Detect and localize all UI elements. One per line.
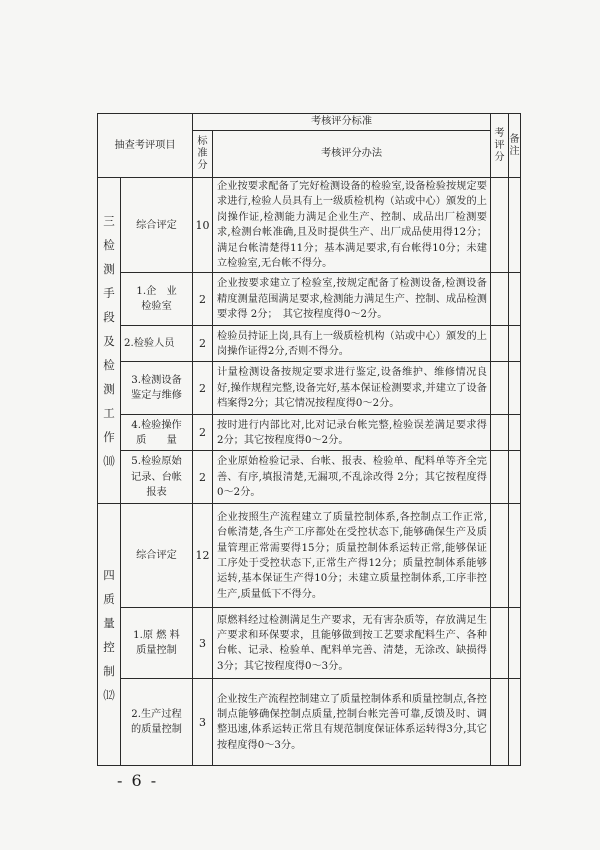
item-name: 2.生产过程 的质量控制 — [121, 679, 193, 766]
rating-cell — [491, 178, 509, 273]
header-item-col: 抽查考评项目 — [98, 114, 193, 178]
rating-cell — [491, 679, 509, 766]
header-remark-col: 备 注 — [509, 114, 521, 178]
item-method: 企业按要求建立了检验室,按规定配备了检测设备,检测设备精度测量范围满足要求,检测能力满足生产、控制、成品检测要求得 2分； 其它按程度得0～2分。 — [213, 273, 491, 326]
item-method: 企业按照生产流程建立了质量控制体系,各控制点工作正常,台帐清楚,各生产工序都处在受控状态下,能够确保生产及质量管理正常需要得15分；质量控制体系运转正常,能够保证工序处于受控状态下,正常生产得12分；质量控制体系能够运转,基本保证生产得10分；未建立质量控制体系,工序非控生产,质量低下不得分。 — [213, 504, 491, 608]
evaluation-table — [97, 113, 521, 766]
item-name: 1.企 业 检验室 — [121, 273, 193, 326]
item-method: 企业按要求配备了完好检测设备的检验室,设备检验按规定要求进行,检验人员具有上一级质检机构（站或中心）颁发的上岗操作证,检测能力满足企业生产、控制、成品出厂检测要求,检测台帐准确,且及时提供生产、出厂成品使用得12分；满足台帐清楚得11分；基本满足要求,有台帐得10分；未建立检验室,无台帐不得分。 — [213, 178, 491, 273]
item-method: 原燃料经过检测满足生产要求，无有害杂质等，存放满足生产要求和环保要求，且能够做到按工艺要求配料生产、各种台帐、记录、检验单、配料单完善、清楚，无涂改、缺损得3分；其它按程度得0～3分。 — [213, 608, 491, 679]
item-method: 计量检测设备按规定要求进行鉴定,设备维护、维修情况良好,操作规程完整,设备完好,基本保证检测要求,并建立了设备档案得2分；其它情况按程度得0～2分。 — [213, 362, 491, 415]
remark-cell — [509, 362, 521, 415]
item-score: 10 — [193, 178, 213, 273]
header-rating-col: 考 评 分 — [491, 114, 509, 178]
rating-cell — [491, 451, 509, 504]
rating-cell — [491, 504, 509, 608]
item-name: 4.检验操作 质 量 — [121, 415, 193, 451]
item-method: 按时进行内部比对,比对记录台帐完整,检验误差满足要求得 2分；其它按程度得0～2分。 — [213, 415, 491, 451]
item-name: 3.检测设备 鉴定与维修 — [121, 362, 193, 415]
remark-cell — [509, 178, 521, 273]
remark-cell — [509, 679, 521, 766]
section-title-4: 四 质 量 控 制 ⑿ — [98, 504, 121, 766]
item-method: 企业按生产流程控制建立了质量控制体系和质量控制点,各控制点能够确保控制点质量,控制台帐完善可靠,反馈及时、调整迅速,体系运转正常且有规范制度保证体系运转得3分,其它按程度得0～3分。 — [213, 679, 491, 766]
rating-cell — [491, 273, 509, 326]
remark-cell — [509, 326, 521, 362]
item-name: 1.原 燃 料 质量控制 — [121, 608, 193, 679]
item-score: 2 — [193, 273, 213, 326]
rating-cell — [491, 362, 509, 415]
item-score: 3 — [193, 679, 213, 766]
remark-cell — [509, 415, 521, 451]
item-score: 12 — [193, 504, 213, 608]
remark-cell — [509, 451, 521, 504]
item-name: 综合评定 — [121, 178, 193, 273]
rating-cell — [491, 608, 509, 679]
item-name: 2.检验人员 — [121, 326, 193, 362]
section-title-3: 三 检 测 手 段 及 检 测 工 作 ⑽ — [98, 178, 121, 504]
item-score: 2 — [193, 415, 213, 451]
item-score: 3 — [193, 608, 213, 679]
header-method-col: 考核评分办法 — [213, 131, 491, 178]
item-score: 2 — [193, 326, 213, 362]
remark-cell — [509, 504, 521, 608]
page-number: - 6 - — [117, 771, 159, 790]
header-score-col: 标 准 分 — [193, 131, 213, 178]
item-score: 2 — [193, 362, 213, 415]
item-method: 检验员持证上岗,具有上一级质检机构（站或中心）颁发的上岗操作证得2分,否则不得分。 — [213, 326, 491, 362]
item-score: 2 — [193, 451, 213, 504]
item-name: 综合评定 — [121, 504, 193, 608]
rating-cell — [491, 326, 509, 362]
item-name: 5.检验原始 记录、台帐 报表 — [121, 451, 193, 504]
header-standard: 考核评分标准 — [193, 114, 491, 131]
remark-cell — [509, 273, 521, 326]
item-method: 企业原始检验记录、台帐、报表、检验单、配料单等齐全完善、有序,填报清楚,无漏项,不乱涂改得 2分；其它按程度得0～2分。 — [213, 451, 491, 504]
remark-cell — [509, 608, 521, 679]
